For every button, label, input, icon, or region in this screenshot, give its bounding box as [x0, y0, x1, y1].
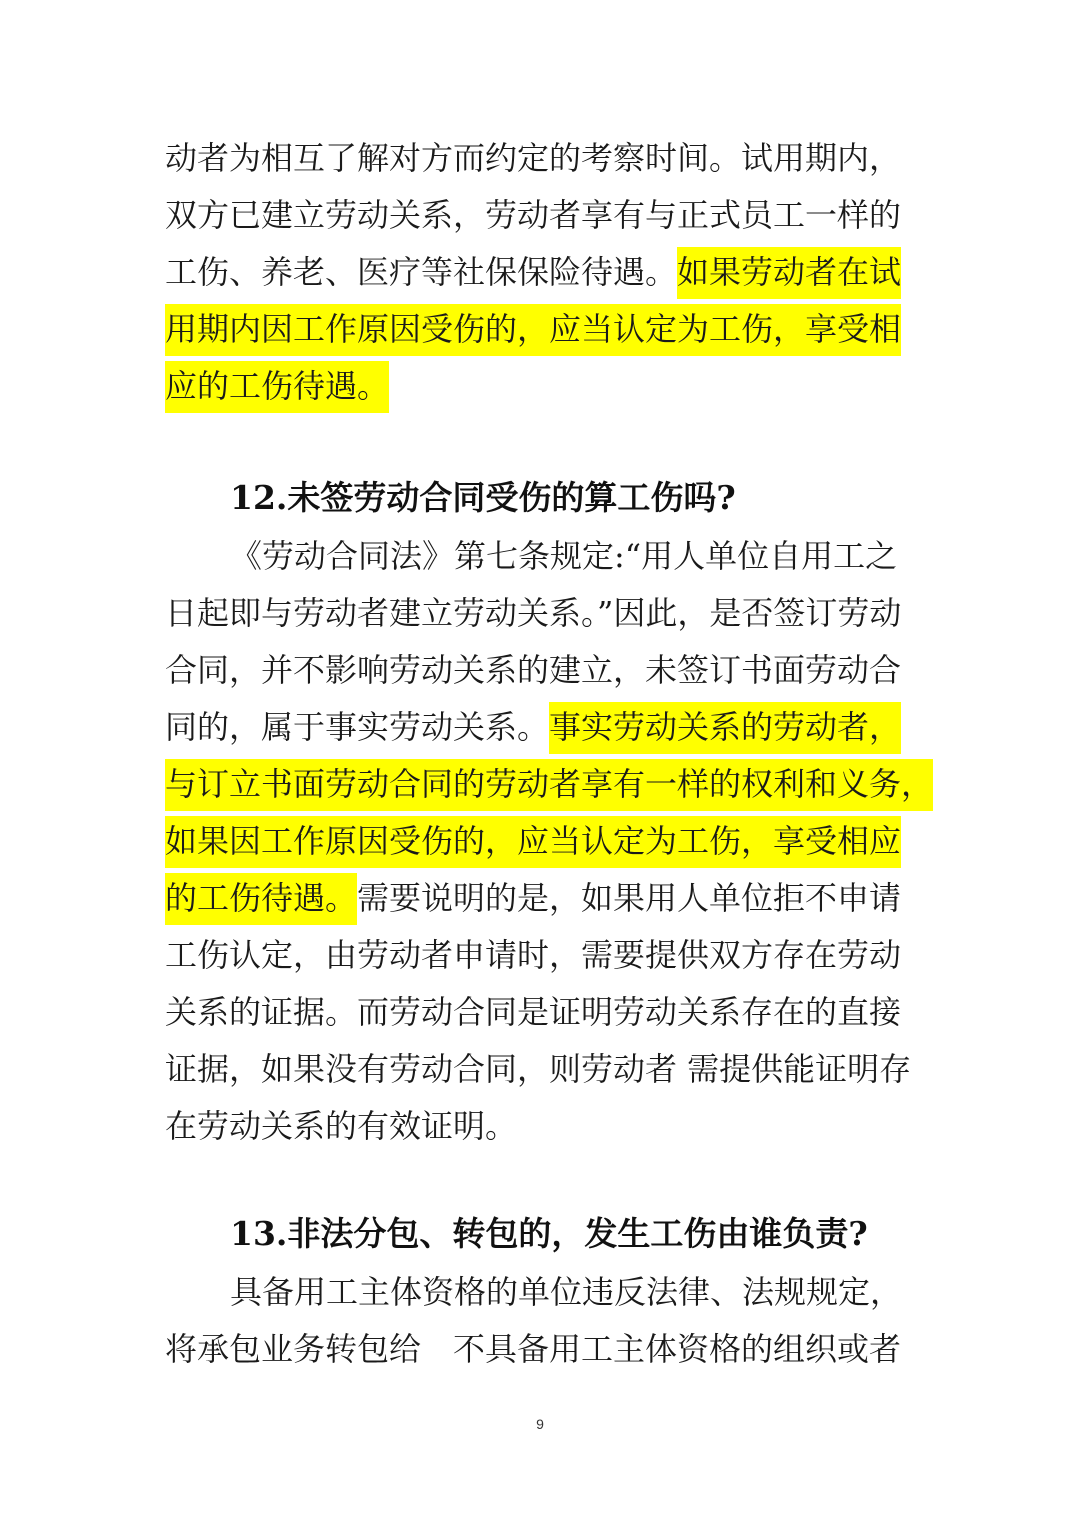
highlighted-text: 的工伤待遇。	[165, 873, 357, 925]
highlighted-text: 事实劳动关系的劳动者，	[549, 702, 901, 754]
highlighted-text: 用期内因工作原因受伤的，应当认定为工伤，享受相	[165, 304, 901, 356]
section12-line-3: 合同，并不影响劳动关系的建立，未签订书面劳动合	[165, 651, 902, 689]
section12-line-11: 在劳动关系的有效证明。	[165, 1107, 518, 1145]
page-number: 9	[536, 1416, 544, 1432]
highlighted-text: 与订立书面劳动合同的劳动者享有一样的权利和义务，	[165, 759, 933, 811]
para1-line-3-text: 工伤、养老、医疗等社保保险待遇。	[165, 253, 678, 291]
section12-line-7-text: 需要说明的是，如果用人单位拒不申请	[357, 879, 902, 917]
section12-line-2: 日起即与劳动者建立劳动关系。”因此，是否签订劳动	[165, 594, 902, 632]
highlighted-text: 如果劳动者在试	[677, 247, 901, 299]
section-13-heading: 13.非法分包、转包的，发生工伤由谁负责?	[230, 1214, 868, 1253]
highlighted-text: 如果因工作原因受伤的，应当认定为工伤，享受相应	[165, 816, 901, 868]
para1-line-2: 双方已建立劳动关系，劳动者享有与正式员工一样的	[165, 196, 902, 234]
highlighted-text: 应的工伤待遇。	[165, 361, 389, 413]
section12-line-9: 关系的证据。而劳动合同是证明劳动关系存在的直接	[165, 993, 902, 1031]
para1-line-4	[165, 305, 955, 353]
section12-line-4	[165, 703, 955, 751]
section-12-heading: 12.未签劳动合同受伤的算工伤吗?	[230, 478, 736, 517]
section12-line-10: 证据，如果没有劳动合同，则劳动者 需提供能证明存	[165, 1050, 912, 1088]
section12-line-8: 工伤认定，由劳动者申请时，需要提供双方存在劳动	[165, 936, 902, 974]
section12-line-7	[165, 874, 955, 922]
para1-line-3	[165, 248, 955, 296]
section13-line-1: 具备用工主体资格的单位违反法律、法规规定，	[230, 1273, 903, 1311]
section12-line-4-text: 同的，属于事实劳动关系。	[165, 708, 550, 746]
section12-line-6	[165, 817, 955, 865]
section13-line-2: 将承包业务转包给 不具备用工主体资格的组织或者	[165, 1330, 902, 1368]
para1-line-5	[165, 362, 955, 410]
section12-line-1: 《劳动合同法》第七条规定:“用人单位自用工之	[230, 537, 898, 575]
para1-line-1: 动者为相互了解对方而约定的考察时间。试用期内，	[165, 139, 902, 177]
section12-line-5	[165, 760, 955, 808]
